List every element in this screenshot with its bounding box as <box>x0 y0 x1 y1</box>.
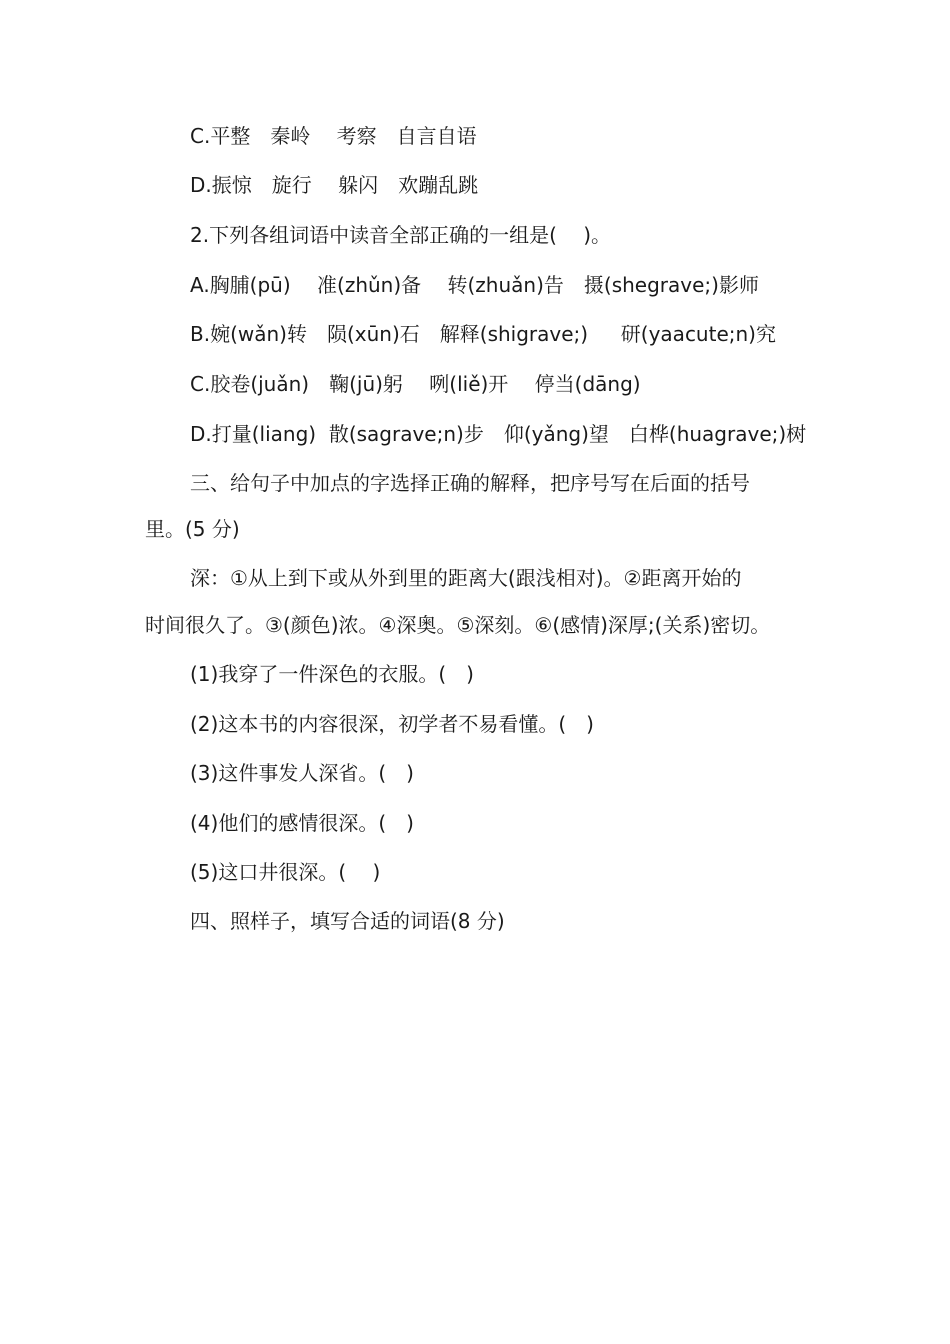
question-2-option-a: A.胸脯(pū) 准(zhǔn)备 转(zhuǎn)告 摄(shegrave;)影师 <box>190 273 759 297</box>
sentence-5: (5)这口井很深。( ) <box>190 860 381 884</box>
sentence-2: (2)这本书的内容很深，初学者不易看懂。( ) <box>190 712 594 736</box>
sentence-1: (1)我穿了一件深色的衣服。( ) <box>190 662 474 686</box>
section-3-heading-continued: 里。(5 分) <box>145 517 240 541</box>
section-4-heading: 四、照样子，填写合适的词语(8 分) <box>190 909 505 933</box>
question-2-option-b: B.婉(wǎn)转 陨(xūn)石 解释(shigrave;) 研(yaacute;n)究 <box>190 322 776 346</box>
question-2-stem: 2.下列各组词语中读音全部正确的一组是( )。 <box>190 223 612 247</box>
option-c-line: C.平整 秦岭 考察 自言自语 <box>190 124 477 148</box>
section-3-heading: 三、给句子中加点的字选择正确的解释，把序号写在后面的括号 <box>190 471 750 495</box>
sentence-3: (3)这件事发人深省。( ) <box>190 761 414 785</box>
definition-line-continued: 时间很久了。③(颜色)浓。④深奥。⑤深刻。⑥(感情)深厚;(关系)密切。 <box>145 613 771 637</box>
question-2-option-d: D.打量(liang) 散(sagrave;n)步 仰(yǎng)望 白桦(huagrave;)树 <box>190 422 807 446</box>
question-2-option-c: C.胶卷(juǎn) 鞠(jū)躬 咧(liě)开 停当(dāng) <box>190 372 641 396</box>
option-d-line: D.振惊 旋行 躲闪 欢蹦乱跳 <box>190 173 479 197</box>
definition-line: 深：①从上到下或从外到里的距离大(跟浅相对)。②距离开始的 <box>190 566 742 590</box>
sentence-4: (4)他们的感情很深。( ) <box>190 811 414 835</box>
